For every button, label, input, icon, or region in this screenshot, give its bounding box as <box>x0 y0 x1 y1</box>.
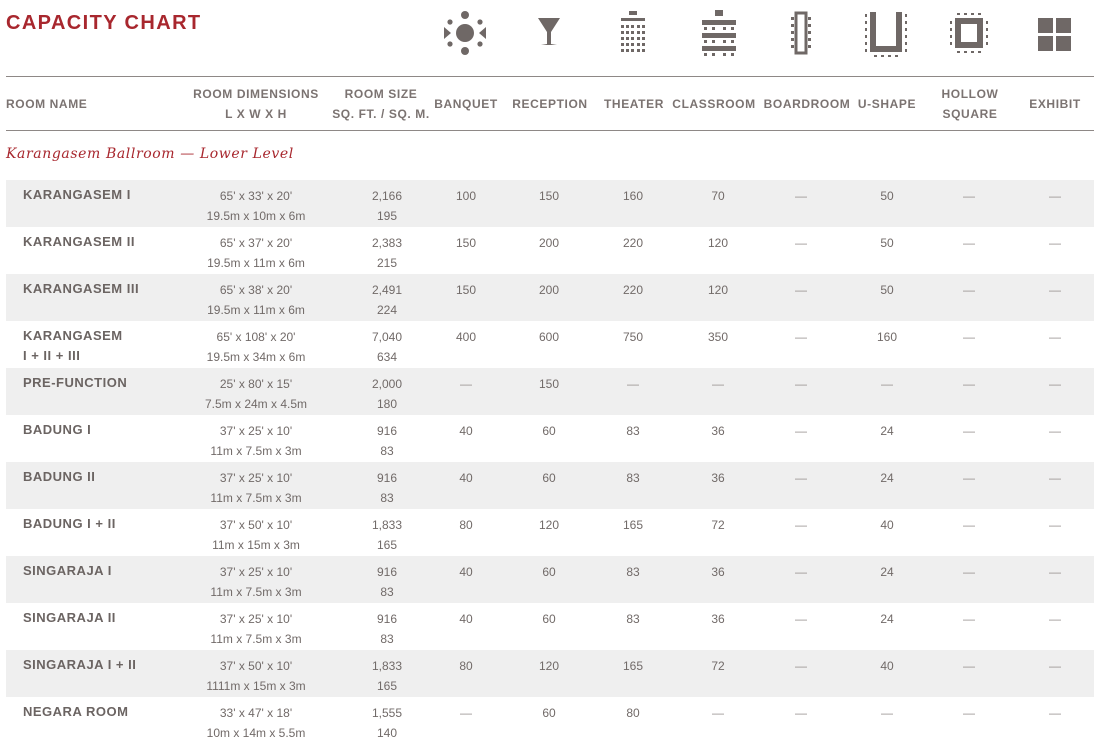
reception-capacity: 600 <box>538 330 560 344</box>
banquet-capacity: 150 <box>455 236 477 250</box>
room-name-line1: KARANGASEM III <box>23 281 140 296</box>
banquet-capacity: — <box>460 377 472 391</box>
room-size <box>337 562 437 602</box>
hollow-square-capacity: — <box>963 236 975 250</box>
room-size <box>337 374 437 414</box>
theater-capacity: 83 <box>626 565 640 579</box>
size-sqft: 2,491 <box>371 283 403 297</box>
theater-capacity: 83 <box>626 471 640 485</box>
theater-capacity: 160 <box>622 189 644 203</box>
header-reception: RECEPTION <box>512 97 588 111</box>
room-name <box>23 655 136 675</box>
banquet-capacity: 40 <box>459 612 473 626</box>
theater-capacity: 165 <box>622 659 644 673</box>
ushape-capacity: — <box>881 377 893 391</box>
classroom-capacity: 72 <box>711 518 725 532</box>
boardroom-capacity: — <box>795 471 807 485</box>
theater-capacity: 750 <box>622 330 644 344</box>
room-name <box>23 326 123 366</box>
exhibit-capacity: — <box>1049 659 1061 673</box>
classroom-capacity: 36 <box>711 612 725 626</box>
hollow-square-icon <box>945 8 993 58</box>
hollow-square-capacity: — <box>963 612 975 626</box>
header-room-size <box>331 84 431 124</box>
room-dimensions <box>190 562 322 602</box>
room-name <box>23 420 91 440</box>
banquet-capacity: 40 <box>459 424 473 438</box>
size-sqft: 916 <box>376 565 398 579</box>
reception-capacity: 150 <box>538 189 560 203</box>
theater-capacity: 83 <box>626 612 640 626</box>
classroom-capacity: 120 <box>707 283 729 297</box>
room-size <box>337 468 437 508</box>
table-row <box>6 509 1094 556</box>
hollow-square-capacity: — <box>963 471 975 485</box>
dimensions-imperial: 37' x 50' x 10' <box>219 659 293 673</box>
dimensions-imperial: 37' x 25' x 10' <box>219 565 293 579</box>
room-size <box>337 656 437 696</box>
hollow-square-capacity: — <box>963 330 975 344</box>
exhibit-capacity: — <box>1049 518 1061 532</box>
reception-capacity: 60 <box>542 424 556 438</box>
hollow-square-capacity: — <box>963 189 975 203</box>
room-name-line1: BADUNG I <box>23 422 92 437</box>
size-sqft: 2,383 <box>371 236 403 250</box>
classroom-capacity: — <box>712 377 724 391</box>
size-sqm: 634 <box>376 350 398 364</box>
header-boardroom: BOARDROOM <box>763 97 851 111</box>
dimensions-imperial: 65' x 108' x 20' <box>216 330 296 344</box>
room-dimensions <box>190 186 322 226</box>
size-sqft: 916 <box>376 612 398 626</box>
size-sqm: 165 <box>376 679 398 693</box>
table-row <box>6 368 1094 415</box>
size-sqft: 916 <box>376 424 398 438</box>
room-name <box>23 561 112 581</box>
reception-capacity: 60 <box>542 612 556 626</box>
reception-icon <box>525 8 573 58</box>
boardroom-capacity: — <box>795 189 807 203</box>
room-name-line1: KARANGASEM II <box>23 234 135 249</box>
theater-capacity: 80 <box>626 706 640 720</box>
room-name <box>23 279 139 299</box>
header-hollow-square <box>930 84 1010 124</box>
size-sqm: 180 <box>376 397 398 411</box>
boardroom-capacity: — <box>795 518 807 532</box>
ushape-capacity: 24 <box>880 424 894 438</box>
room-name <box>23 702 128 722</box>
classroom-capacity: 350 <box>707 330 729 344</box>
ushape-capacity: 40 <box>880 518 894 532</box>
classroom-icon <box>695 8 743 58</box>
ushape-capacity: 24 <box>880 471 894 485</box>
table-row <box>6 603 1094 650</box>
room-dimensions <box>190 374 322 414</box>
hollow-square-capacity: — <box>963 424 975 438</box>
size-sqm: 140 <box>376 726 398 740</box>
dimensions-metric: 11m x 7.5m x 3m <box>210 444 302 458</box>
table-row <box>6 697 1094 744</box>
exhibit-capacity: — <box>1049 283 1061 297</box>
size-sqft: 916 <box>376 471 398 485</box>
classroom-capacity: 36 <box>711 471 725 485</box>
boardroom-capacity: — <box>795 283 807 297</box>
size-sqm: 83 <box>380 585 394 599</box>
dimensions-imperial: 65' x 37' x 20' <box>219 236 293 250</box>
header-top-rule <box>6 76 1094 77</box>
room-name-line1: SINGARAJA I + II <box>23 657 137 672</box>
dimensions-metric: 7.5m x 24m x 4.5m <box>204 397 308 411</box>
dimensions-metric: 19.5m x 10m x 6m <box>206 209 306 223</box>
dimensions-imperial: 65' x 38' x 20' <box>219 283 293 297</box>
room-size <box>337 327 437 367</box>
room-dimensions <box>190 515 322 555</box>
banquet-capacity: 400 <box>455 330 477 344</box>
ushape-capacity: 24 <box>880 565 894 579</box>
banquet-capacity: 40 <box>459 471 473 485</box>
room-dimensions <box>190 656 322 696</box>
room-name <box>23 514 116 534</box>
table-row <box>6 321 1094 368</box>
size-sqm: 215 <box>376 256 398 270</box>
classroom-capacity: 36 <box>711 424 725 438</box>
reception-capacity: 60 <box>542 706 556 720</box>
room-size <box>337 186 437 226</box>
classroom-capacity: 72 <box>711 659 725 673</box>
header-u-shape: U-SHAPE <box>857 97 917 111</box>
dimensions-metric: 11m x 7.5m x 3m <box>210 632 302 646</box>
header-exhibit: EXHIBIT <box>1029 97 1081 111</box>
header-size-line2: SQ. FT. / SQ. M. <box>332 107 430 121</box>
reception-capacity: 120 <box>538 518 560 532</box>
size-sqm: 83 <box>380 444 394 458</box>
boardroom-capacity: — <box>795 659 807 673</box>
hollow-square-capacity: — <box>963 565 975 579</box>
dimensions-metric: 1111m x 15m x 3m <box>206 679 306 693</box>
exhibit-capacity: — <box>1049 236 1061 250</box>
header-banquet: BANQUET <box>434 97 498 111</box>
table-row <box>6 274 1094 321</box>
classroom-capacity: 36 <box>711 565 725 579</box>
room-size <box>337 515 437 555</box>
room-name-line1: BADUNG I + II <box>23 516 116 531</box>
room-dimensions <box>190 609 322 649</box>
banquet-icon <box>441 8 489 58</box>
size-sqm: 224 <box>376 303 398 317</box>
room-name-line1: PRE-FUNCTION <box>23 375 128 390</box>
room-dimensions <box>190 233 322 273</box>
hollow-square-capacity: — <box>963 283 975 297</box>
theater-capacity: 220 <box>622 236 644 250</box>
table-row <box>6 650 1094 697</box>
header-classroom: CLASSROOM <box>672 97 756 111</box>
room-dimensions <box>190 703 322 743</box>
exhibit-capacity: — <box>1049 189 1061 203</box>
size-sqm: 195 <box>376 209 398 223</box>
boardroom-capacity: — <box>795 565 807 579</box>
theater-capacity: 165 <box>622 518 644 532</box>
table-row <box>6 180 1094 227</box>
header-size-line1: ROOM SIZE <box>344 87 418 101</box>
dimensions-imperial: 37' x 25' x 10' <box>219 424 293 438</box>
size-sqft: 1,833 <box>371 659 403 673</box>
setup-icons-row <box>0 0 1101 70</box>
page-title: CAPACITY CHART <box>6 12 202 34</box>
theater-capacity: 83 <box>626 424 640 438</box>
theater-icon <box>609 8 657 58</box>
header-room-name: ROOM NAME <box>6 97 88 111</box>
boardroom-capacity: — <box>795 706 807 720</box>
banquet-capacity: 150 <box>455 283 477 297</box>
dimensions-metric: 19.5m x 11m x 6m <box>207 303 305 317</box>
ushape-capacity: 50 <box>880 189 894 203</box>
size-sqm: 83 <box>380 632 394 646</box>
reception-capacity: 60 <box>542 565 556 579</box>
exhibit-capacity: — <box>1049 471 1061 485</box>
room-name <box>23 373 127 393</box>
hollow-square-capacity: — <box>963 518 975 532</box>
header-hollow-line1: HOLLOW <box>941 87 999 101</box>
classroom-capacity: 70 <box>711 189 725 203</box>
size-sqft: 7,040 <box>371 330 403 344</box>
theater-capacity: 220 <box>622 283 644 297</box>
boardroom-capacity: — <box>795 236 807 250</box>
boardroom-capacity: — <box>795 612 807 626</box>
exhibit-capacity: — <box>1049 424 1061 438</box>
room-size <box>337 280 437 320</box>
room-name <box>23 232 135 252</box>
reception-capacity: 60 <box>542 471 556 485</box>
room-size <box>337 233 437 273</box>
room-name-line1: BADUNG II <box>23 469 96 484</box>
size-sqft: 1,555 <box>371 706 403 720</box>
reception-capacity: 150 <box>538 377 560 391</box>
reception-capacity: 200 <box>538 236 560 250</box>
room-name-line1: NEGARA ROOM <box>23 704 129 719</box>
table-row <box>6 462 1094 509</box>
exhibit-capacity: — <box>1049 565 1061 579</box>
room-name-line1: KARANGASEM <box>23 328 123 343</box>
ushape-capacity: 160 <box>876 330 898 344</box>
reception-capacity: 200 <box>538 283 560 297</box>
banquet-capacity: — <box>460 706 472 720</box>
size-sqft: 2,166 <box>371 189 403 203</box>
ushape-capacity: 50 <box>880 283 894 297</box>
dimensions-metric: 10m x 14m x 5.5m <box>206 726 306 740</box>
dimensions-imperial: 65' x 33' x 20' <box>219 189 293 203</box>
room-name <box>23 608 116 628</box>
header-bottom-rule <box>6 130 1094 131</box>
header-room-dimensions <box>190 84 322 124</box>
dimensions-imperial: 37' x 50' x 10' <box>219 518 293 532</box>
u-shape-icon <box>862 8 910 58</box>
dimensions-metric: 19.5m x 11m x 6m <box>207 256 305 270</box>
ushape-capacity: — <box>881 706 893 720</box>
room-dimensions <box>190 421 322 461</box>
hollow-square-capacity: — <box>963 706 975 720</box>
room-name-line1: KARANGASEM I <box>23 187 131 202</box>
boardroom-capacity: — <box>795 424 807 438</box>
table-row <box>6 556 1094 603</box>
room-size <box>337 703 437 743</box>
dimensions-metric: 19.5m x 34m x 6m <box>206 350 306 364</box>
hollow-square-capacity: — <box>963 659 975 673</box>
hollow-square-capacity: — <box>963 377 975 391</box>
dimensions-imperial: 33' x 47' x 18' <box>219 706 293 720</box>
table-row <box>6 227 1094 274</box>
exhibit-capacity: — <box>1049 377 1061 391</box>
dimensions-imperial: 37' x 25' x 10' <box>219 612 293 626</box>
section-title: Karangasem Ballroom — Lower Level <box>6 146 294 162</box>
room-dimensions <box>190 468 322 508</box>
header-dimensions-line2: L X W X H <box>225 107 287 121</box>
room-name-line2: I + II + III <box>23 348 81 363</box>
room-name <box>23 467 95 487</box>
banquet-capacity: 40 <box>459 565 473 579</box>
capacity-table <box>6 180 1094 744</box>
ushape-capacity: 40 <box>880 659 894 673</box>
dimensions-metric: 11m x 7.5m x 3m <box>210 585 302 599</box>
ushape-capacity: 50 <box>880 236 894 250</box>
room-dimensions <box>190 280 322 320</box>
table-row <box>6 415 1094 462</box>
size-sqm: 165 <box>376 538 398 552</box>
header-hollow-line2: SQUARE <box>942 107 998 121</box>
boardroom-icon <box>777 8 825 58</box>
dimensions-imperial: 25' x 80' x 15' <box>219 377 293 391</box>
boardroom-capacity: — <box>795 377 807 391</box>
banquet-capacity: 80 <box>459 518 473 532</box>
exhibit-icon <box>1031 8 1079 58</box>
exhibit-capacity: — <box>1049 612 1061 626</box>
header-dimensions-line1: ROOM DIMENSIONS <box>193 87 319 101</box>
header-theater: THEATER <box>604 97 664 111</box>
classroom-capacity: 120 <box>707 236 729 250</box>
size-sqft: 1,833 <box>371 518 403 532</box>
reception-capacity: 120 <box>538 659 560 673</box>
classroom-capacity: — <box>712 706 724 720</box>
dimensions-metric: 11m x 15m x 3m <box>212 538 300 552</box>
ushape-capacity: 24 <box>880 612 894 626</box>
room-name-line1: SINGARAJA I <box>23 563 112 578</box>
room-name-line1: SINGARAJA II <box>23 610 116 625</box>
room-size <box>337 609 437 649</box>
theater-capacity: — <box>627 377 639 391</box>
size-sqft: 2,000 <box>371 377 403 391</box>
banquet-capacity: 100 <box>455 189 477 203</box>
exhibit-capacity: — <box>1049 706 1061 720</box>
dimensions-metric: 11m x 7.5m x 3m <box>210 491 302 505</box>
size-sqm: 83 <box>380 491 394 505</box>
dimensions-imperial: 37' x 25' x 10' <box>219 471 293 485</box>
room-size <box>337 421 437 461</box>
banquet-capacity: 80 <box>459 659 473 673</box>
boardroom-capacity: — <box>795 330 807 344</box>
room-dimensions <box>190 327 322 367</box>
exhibit-capacity: — <box>1049 330 1061 344</box>
room-name <box>23 185 131 205</box>
